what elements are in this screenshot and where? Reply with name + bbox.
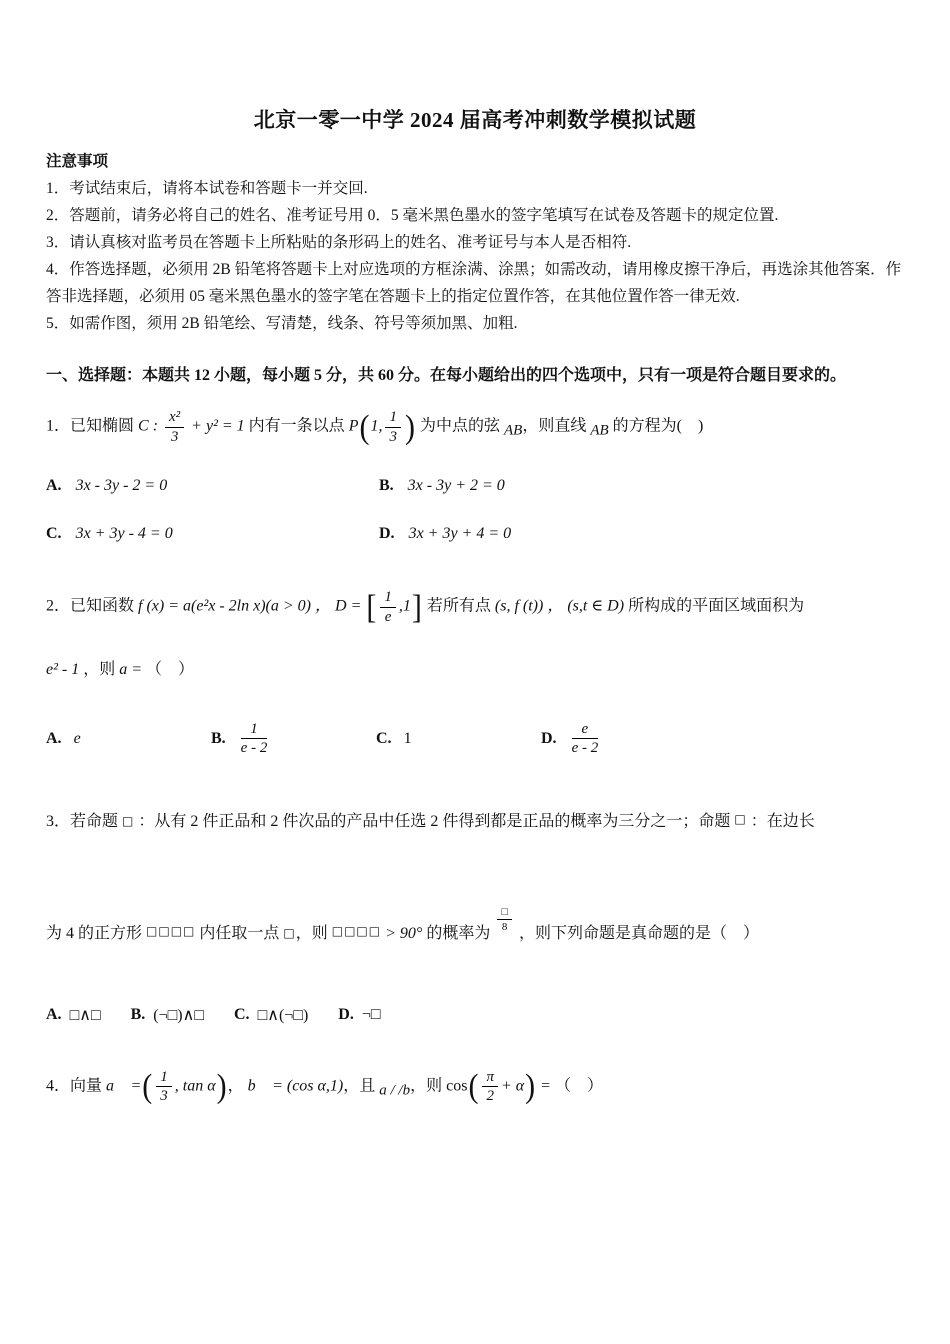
fraction-denominator: 8	[501, 921, 508, 934]
q1-text-segment: 为中点的弦	[419, 417, 500, 435]
right-bracket-symbol: ]	[411, 588, 422, 626]
question-3-options	[46, 1005, 904, 1025]
fraction-numerator: π	[482, 1069, 498, 1088]
missing-glyph-p: □	[122, 813, 135, 828]
q3-text-segment: ：从有 2 件正品和 2 件次品的产品中任选 2 件得到都是正品的概率为三分之一；命题	[138, 812, 731, 830]
q4-vector-a-tail: , tan α	[174, 1077, 216, 1095]
option-d	[379, 525, 511, 543]
q1-line-ab: AB	[590, 422, 609, 439]
option-d	[338, 1006, 380, 1024]
left-bracket-symbol: [	[366, 588, 377, 626]
fraction-denominator: 3	[389, 428, 397, 445]
q3-text-segment: ，则下列命题是真命题的是（ ）	[518, 925, 759, 943]
option-d-formula: 3x + 3y + 4 = 0	[408, 525, 512, 542]
q3-angle-condition: > 90°	[385, 925, 423, 943]
question-4	[46, 1069, 904, 1105]
missing-glyph-q: □	[734, 811, 747, 826]
note-item-2: 2．答题前，请务必将自己的姓名、准考证号用 0．5 毫米黑色墨水的签字笔填写在试卷及答题卡的规定位置.	[46, 207, 779, 224]
option-c	[234, 1005, 308, 1025]
q2-function-def: f (x) = a(e²x - 2ln x)(a > 0) ，	[138, 597, 332, 615]
left-paren-symbol: (	[142, 1068, 153, 1106]
q4-text-segment: 4．向量	[46, 1077, 103, 1095]
fraction-denominator: 2	[486, 1088, 494, 1105]
option-c-formula: 3x + 3y - 4 = 0	[75, 525, 173, 542]
q3-text-segment: 的概率为	[426, 925, 491, 943]
math-fraction	[497, 906, 512, 933]
q2-condition: (s,t ∈ D)	[567, 597, 625, 615]
option-b-label: B.	[211, 729, 226, 747]
option-a-formula: 3x - 3y - 2 = 0	[75, 477, 168, 494]
q4-text-segment: ，则	[410, 1077, 443, 1095]
math-fraction	[385, 409, 401, 445]
fraction-denominator: e	[384, 608, 392, 625]
option-c-label: C.	[46, 525, 62, 542]
q1-point-coord: 1,	[370, 417, 383, 435]
option-b-label: B.	[379, 477, 394, 494]
notes-heading: 注意事项	[46, 153, 109, 170]
option-b-formula: 3x - 3y + 2 = 0	[407, 477, 505, 494]
option-c-label: C.	[376, 729, 392, 747]
q4-equals: =	[540, 1077, 551, 1095]
q2-text-segment: 所构成的平面区域面积为	[628, 597, 805, 615]
q4-cos-tail: + α	[500, 1077, 525, 1095]
q1-point-p: P	[348, 417, 359, 435]
question-2-options	[46, 721, 904, 757]
question-2-stem	[46, 589, 904, 625]
q1-text-segment: 的方程为( )	[612, 417, 704, 435]
q2-set-d: D =	[335, 597, 362, 615]
option-a-label: A.	[46, 729, 62, 747]
option-a	[46, 1005, 101, 1025]
fraction-numerator: e	[572, 721, 599, 740]
note-item-4: 4．作答选择题，必须用 2B 铅笔将答题卡上对应选项的方框涂满、涂黑；如需改动，请用橡皮擦干净后，再选涂其他答案．作答非选择题，必须用 05 毫米黑色墨水的签字笔在答题卡上的指定位置作答，在其他位置作答一律无效.	[46, 261, 902, 305]
q3-text-segment: ，则	[295, 925, 328, 943]
q4-vector-b: b⃗ = (cos α,1)	[247, 1077, 344, 1095]
left-paren-symbol: (	[468, 1068, 479, 1106]
option-a	[46, 730, 211, 748]
option-c-formula: □∧(¬□)	[257, 1006, 309, 1024]
option-a-formula: □∧□	[69, 1006, 101, 1024]
fraction-denominator: e - 2	[571, 740, 599, 757]
note-item-1: 1．考试结束后，请将本试卷和答题卡一并交回.	[46, 180, 368, 197]
missing-glyph-angle: □□□□	[331, 924, 382, 939]
q1-math-tail: + y² = 1	[191, 417, 245, 435]
question-1-options	[46, 477, 904, 543]
option-c	[376, 730, 541, 748]
option-d	[541, 721, 706, 757]
q2-unknown-a: a =	[119, 661, 143, 678]
q3-text-segment: 为 4 的正方形	[46, 925, 143, 943]
q1-text-segment: ，则直线	[522, 417, 587, 435]
option-a-value: e	[73, 729, 81, 747]
fraction-denominator: 3	[160, 1088, 168, 1105]
option-b-label: B.	[130, 1005, 146, 1023]
missing-glyph-point: □	[283, 926, 296, 941]
option-c	[46, 525, 379, 543]
option-a	[46, 477, 379, 495]
question-1	[46, 409, 904, 543]
right-paren-symbol: )	[216, 1068, 227, 1106]
fraction-numerator: 1	[385, 409, 401, 428]
q4-answer-blank: （ ）	[554, 1077, 603, 1095]
question-3	[46, 809, 904, 1025]
q4-vector-a: a⃗ =	[106, 1077, 142, 1095]
question-3-stem-line1	[46, 809, 904, 835]
q2-answer-blank: （ ）	[146, 661, 195, 678]
option-a-label: A.	[46, 1005, 62, 1023]
question-4-stem	[46, 1069, 904, 1105]
q1-text-segment: 1．已知椭圆	[46, 417, 135, 435]
right-paren-symbol: )	[404, 408, 415, 446]
math-fraction	[156, 1069, 172, 1105]
q1-math-ellipse-label: C :	[138, 417, 159, 435]
question-2	[46, 589, 904, 757]
option-c-value: 1	[403, 729, 412, 747]
q2-area-value: e² - 1	[46, 661, 80, 678]
fraction-numerator: □	[497, 906, 512, 920]
question-3-stem-line2	[46, 906, 904, 947]
fraction-denominator: e - 2	[240, 740, 268, 757]
q2-bracket-tail: ,1	[398, 597, 411, 615]
option-d-formula: ¬□	[361, 1005, 381, 1023]
q2-text-segment: 若所有点	[426, 597, 491, 615]
q2-text-segment: ，则	[83, 661, 116, 678]
q4-text-segment: ，且	[343, 1077, 376, 1095]
question-2-stem-line2	[46, 657, 904, 683]
section-heading-choice: 一、选择题：本题共 12 小题，每小题 5 分，共 60 分。在每小题给出的四个选项中，只有一项是符合题目要求的。	[46, 367, 847, 384]
fraction-numerator: 1	[156, 1069, 172, 1088]
q2-text-segment: 2．已知函数	[46, 597, 135, 615]
math-fraction	[165, 409, 184, 445]
q2-point-set: (s, f (t)) ，	[494, 597, 564, 615]
math-fraction	[482, 1069, 498, 1105]
q3-text-segment: 内任取一点	[199, 925, 280, 943]
fraction-denominator: 3	[170, 428, 179, 445]
note-item-5: 5．如需作图，须用 2B 铅笔绘、写清楚，线条、符号等须加黑、加粗.	[46, 315, 518, 332]
q1-chord-ab: AB	[503, 422, 523, 439]
option-d-label: D.	[338, 1005, 354, 1023]
option-c-label: C.	[234, 1005, 250, 1023]
math-fraction	[572, 721, 599, 757]
math-fraction	[380, 589, 396, 625]
option-d-label: D.	[379, 525, 395, 542]
question-1-stem	[46, 409, 904, 445]
page-title: 北京一零一中学 2024 届高考冲刺数学模拟试题	[253, 108, 697, 132]
option-d-label: D.	[541, 729, 557, 747]
fraction-numerator: 1	[241, 721, 268, 740]
note-item-3: 3．请认真核对监考员在答题卡上所粘贴的条形码上的姓名、准考证号与本人是否相符.	[46, 234, 632, 251]
option-b-formula: (¬□)∧□	[153, 1006, 204, 1024]
fraction-numerator: 1	[380, 589, 396, 608]
q4-cos-label: cos	[446, 1077, 468, 1095]
q3-text-segment: ：在边长	[750, 812, 815, 830]
notes-section	[46, 148, 904, 337]
q1-text-segment: 内有一条以点	[248, 417, 345, 435]
q4-parallel-condition: a / /b	[379, 1082, 411, 1099]
option-b	[379, 477, 511, 495]
right-paren-symbol: )	[525, 1068, 536, 1106]
option-b	[131, 1005, 204, 1025]
left-paren-symbol: (	[359, 408, 370, 446]
option-b	[211, 721, 376, 757]
missing-glyph-square-abcd: □□□□	[146, 924, 196, 939]
math-fraction	[241, 721, 268, 757]
q4-text-segment: ，	[227, 1077, 244, 1095]
q3-text-segment: 3．若命题	[46, 812, 119, 830]
option-a-label: A.	[46, 477, 62, 494]
fraction-numerator: x²	[165, 409, 184, 428]
